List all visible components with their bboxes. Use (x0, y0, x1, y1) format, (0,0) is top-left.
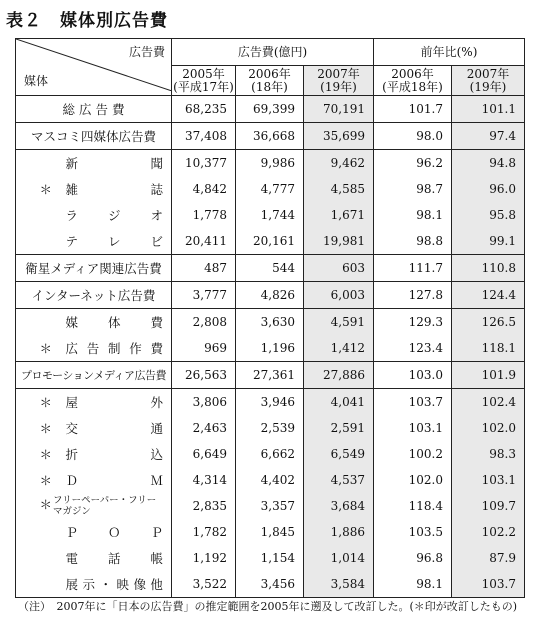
group-header-expenditure: 広告費(億円) (172, 39, 374, 66)
value-cell: 102.0 (452, 415, 525, 441)
value-cell: 10,377 (172, 150, 236, 177)
value-cell: 1,014 (304, 545, 374, 571)
table-row (16, 150, 525, 177)
revised-mark: ＊ (39, 473, 53, 488)
value-cell: 103.7 (374, 389, 452, 416)
value-cell: 98.1 (374, 202, 452, 228)
value-cell: 129.3 (374, 309, 452, 336)
value-cell: 26,563 (172, 362, 236, 389)
value-cell: 96.8 (374, 545, 452, 571)
value-cell: 102.0 (374, 467, 452, 493)
subcategory-text: 展 示 ・ 映 像 他 (65, 577, 163, 592)
subcategory-label (38, 467, 172, 493)
subcategory-label (38, 389, 172, 416)
subcategory-text: 媒 体 費 (65, 315, 163, 330)
page-title: 表２ 媒体別広告費 (6, 11, 168, 31)
value-cell: 69,399 (236, 96, 304, 123)
category-label: プロモーションメディア広告費 (16, 362, 172, 389)
value-cell: 111.7 (374, 255, 452, 282)
subcategory-label (38, 519, 172, 545)
col-2005: 2005年 (平成17年) (173, 66, 234, 94)
value-cell: 95.8 (452, 202, 525, 228)
indent-cell (16, 571, 38, 598)
value-cell: 101.7 (374, 96, 452, 123)
table-row (16, 176, 525, 202)
value-cell: 2,808 (172, 309, 236, 336)
value-cell: 4,537 (304, 467, 374, 493)
category-label: インターネット広告費 (16, 282, 172, 309)
col-yoy-2007: 2007年 (19年) (452, 66, 525, 96)
value-cell: 109.7 (452, 493, 525, 519)
value-cell: 110.8 (452, 255, 525, 282)
value-cell: 544 (236, 255, 304, 282)
ad-expenditure-table (15, 38, 525, 598)
value-cell: 1,845 (236, 519, 304, 545)
revised-mark: ＊ (39, 182, 53, 197)
value-cell: 124.4 (452, 282, 525, 309)
category-label: 衛星メディア関連広告費 (16, 255, 172, 282)
table-row (16, 441, 525, 467)
value-cell: 9,462 (304, 150, 374, 177)
indent-cell (16, 441, 38, 467)
subcategory-label (38, 415, 172, 441)
value-cell: 118.4 (374, 493, 452, 519)
subcategory-label (38, 309, 172, 336)
value-cell: 96.2 (374, 150, 452, 177)
value-cell: 1,154 (236, 545, 304, 571)
table-row (16, 415, 525, 441)
col-yoy-2006: 2006年 (平成18年) (374, 66, 452, 96)
subcategory-text: Ｐ Ｏ Ｐ (65, 525, 163, 540)
value-cell: 3,806 (172, 389, 236, 416)
corner-header (16, 39, 172, 96)
revised-mark (40, 523, 52, 541)
table-row (16, 335, 525, 362)
indent-cell (16, 389, 38, 416)
indent-cell (16, 202, 38, 228)
subcategory-label (38, 335, 172, 362)
revised-mark (40, 575, 52, 593)
value-cell: 9,986 (236, 150, 304, 177)
value-cell: 3,630 (236, 309, 304, 336)
value-cell: 4,842 (172, 176, 236, 202)
value-cell: 98.1 (374, 571, 452, 598)
value-cell: 118.1 (452, 335, 525, 362)
value-cell: 4,826 (236, 282, 304, 309)
indent-cell (16, 176, 38, 202)
subcategory-text: 屋 外 (65, 395, 163, 410)
corner-top-label: 広告費 (128, 45, 165, 59)
value-cell: 1,671 (304, 202, 374, 228)
value-cell: 3,357 (236, 493, 304, 519)
value-cell: 127.8 (374, 282, 452, 309)
value-cell: 98.7 (374, 176, 452, 202)
value-cell: 103.1 (374, 415, 452, 441)
value-cell: 1,778 (172, 202, 236, 228)
table-row (16, 467, 525, 493)
value-cell: 36,668 (236, 123, 304, 150)
table-row (16, 96, 525, 123)
value-cell: 1,782 (172, 519, 236, 545)
subcategory-label (38, 441, 172, 467)
value-cell: 102.4 (452, 389, 525, 416)
table-row (16, 123, 525, 150)
value-cell: 1,744 (236, 202, 304, 228)
indent-cell (16, 150, 38, 177)
subcategory-text: 電 話 帳 (65, 551, 163, 566)
value-cell: 2,539 (236, 415, 304, 441)
footnote: （注） 2007年に「日本の広告費」の推定範囲を2005年に遡及して改訂した。(＊印が改訂したもの) (18, 600, 518, 613)
value-cell: 4,591 (304, 309, 374, 336)
value-cell: 103.1 (452, 467, 525, 493)
revised-mark: ＊ (39, 421, 53, 436)
table-row (16, 545, 525, 571)
value-cell: 94.8 (452, 150, 525, 177)
value-cell: 103.5 (374, 519, 452, 545)
value-cell: 1,196 (236, 335, 304, 362)
subcategory-text: 折 込 (65, 447, 163, 462)
value-cell: 100.2 (374, 441, 452, 467)
value-cell: 96.0 (452, 176, 525, 202)
value-cell: 70,191 (304, 96, 374, 123)
value-cell: 126.5 (452, 309, 525, 336)
table-row (16, 228, 525, 255)
subcategory-label (38, 493, 172, 519)
indent-cell (16, 309, 38, 336)
value-cell: 1,412 (304, 335, 374, 362)
indent-cell (16, 519, 38, 545)
category-label: マスコミ四媒体広告費 (16, 123, 172, 150)
value-cell: 102.2 (452, 519, 525, 545)
value-cell: 6,003 (304, 282, 374, 309)
col-2006: 2006年 (18年) (236, 66, 304, 96)
value-cell: 20,411 (172, 228, 236, 255)
value-cell: 2,591 (304, 415, 374, 441)
table-row (16, 255, 525, 282)
corner-bottom-label: 媒体 (24, 74, 49, 88)
revised-mark (40, 206, 52, 224)
subcategory-text: Ｄ Ｍ (65, 473, 163, 488)
revised-mark (40, 232, 52, 250)
indent-cell (16, 493, 38, 519)
group-header-yoy: 前年比(%) (374, 39, 525, 66)
value-cell: 68,235 (172, 96, 236, 123)
subcategory-label (38, 150, 172, 177)
value-cell: 6,649 (172, 441, 236, 467)
value-cell: 1,886 (304, 519, 374, 545)
value-cell: 35,699 (304, 123, 374, 150)
value-cell: 4,041 (304, 389, 374, 416)
value-cell: 101.1 (452, 96, 525, 123)
table-row (16, 493, 525, 519)
value-cell: 101.9 (452, 362, 525, 389)
value-cell: 27,361 (236, 362, 304, 389)
value-cell: 37,408 (172, 123, 236, 150)
table-row (16, 202, 525, 228)
subcategory-text: 広 告 制 作 費 (65, 341, 163, 356)
revised-mark (40, 313, 52, 331)
value-cell: 969 (172, 335, 236, 362)
value-cell: 98.8 (374, 228, 452, 255)
value-cell: 20,161 (236, 228, 304, 255)
subcategory-text: 交 通 (65, 421, 163, 436)
table-row (16, 282, 525, 309)
value-cell: 99.1 (452, 228, 525, 255)
value-cell: 103.7 (452, 571, 525, 598)
table-row (16, 362, 525, 389)
value-cell: 2,835 (172, 493, 236, 519)
indent-cell (16, 467, 38, 493)
subcategory-text: 新 聞 (65, 156, 163, 171)
subcategory-text: ラ ジ オ (65, 208, 163, 223)
value-cell: 103.0 (374, 362, 452, 389)
revised-mark: ＊ (39, 341, 53, 356)
value-cell: 6,662 (236, 441, 304, 467)
table-row (16, 389, 525, 416)
value-cell: 487 (172, 255, 236, 282)
revised-mark: ＊ (39, 497, 53, 512)
subcategory-text: フリーペーパー・フリーマガジン (53, 495, 157, 517)
value-cell: 27,886 (304, 362, 374, 389)
revised-mark: ＊ (39, 395, 53, 410)
subcategory-label (38, 202, 172, 228)
value-cell: 87.9 (452, 545, 525, 571)
indent-cell (16, 335, 38, 362)
subcategory-text: 雑 誌 (65, 182, 163, 197)
table-row (16, 519, 525, 545)
revised-mark (40, 549, 52, 567)
table-row (16, 309, 525, 336)
value-cell: 6,549 (304, 441, 374, 467)
subcategory-label (38, 571, 172, 598)
indent-cell (16, 415, 38, 441)
value-cell: 2,463 (172, 415, 236, 441)
subcategory-label (38, 545, 172, 571)
value-cell: 3,584 (304, 571, 374, 598)
value-cell: 19,981 (304, 228, 374, 255)
value-cell: 4,585 (304, 176, 374, 202)
subcategory-text: テ レ ビ (65, 234, 163, 249)
value-cell: 4,777 (236, 176, 304, 202)
header-row-1 (16, 39, 525, 66)
revised-mark: ＊ (39, 447, 53, 462)
category-label: 総 広 告 費 (16, 96, 172, 123)
revised-mark (40, 154, 52, 172)
value-cell: 3,456 (236, 571, 304, 598)
value-cell: 4,314 (172, 467, 236, 493)
indent-cell (16, 545, 38, 571)
indent-cell (16, 228, 38, 255)
value-cell: 98.3 (452, 441, 525, 467)
value-cell: 4,402 (236, 467, 304, 493)
value-cell: 603 (304, 255, 374, 282)
table-row (16, 571, 525, 598)
subcategory-label (38, 176, 172, 202)
value-cell: 3,522 (172, 571, 236, 598)
col-2007: 2007年 (19年) (304, 66, 374, 96)
value-cell: 97.4 (452, 123, 525, 150)
subcategory-label (38, 228, 172, 255)
value-cell: 3,946 (236, 389, 304, 416)
value-cell: 3,777 (172, 282, 236, 309)
value-cell: 123.4 (374, 335, 452, 362)
value-cell: 3,684 (304, 493, 374, 519)
value-cell: 1,192 (172, 545, 236, 571)
value-cell: 98.0 (374, 123, 452, 150)
